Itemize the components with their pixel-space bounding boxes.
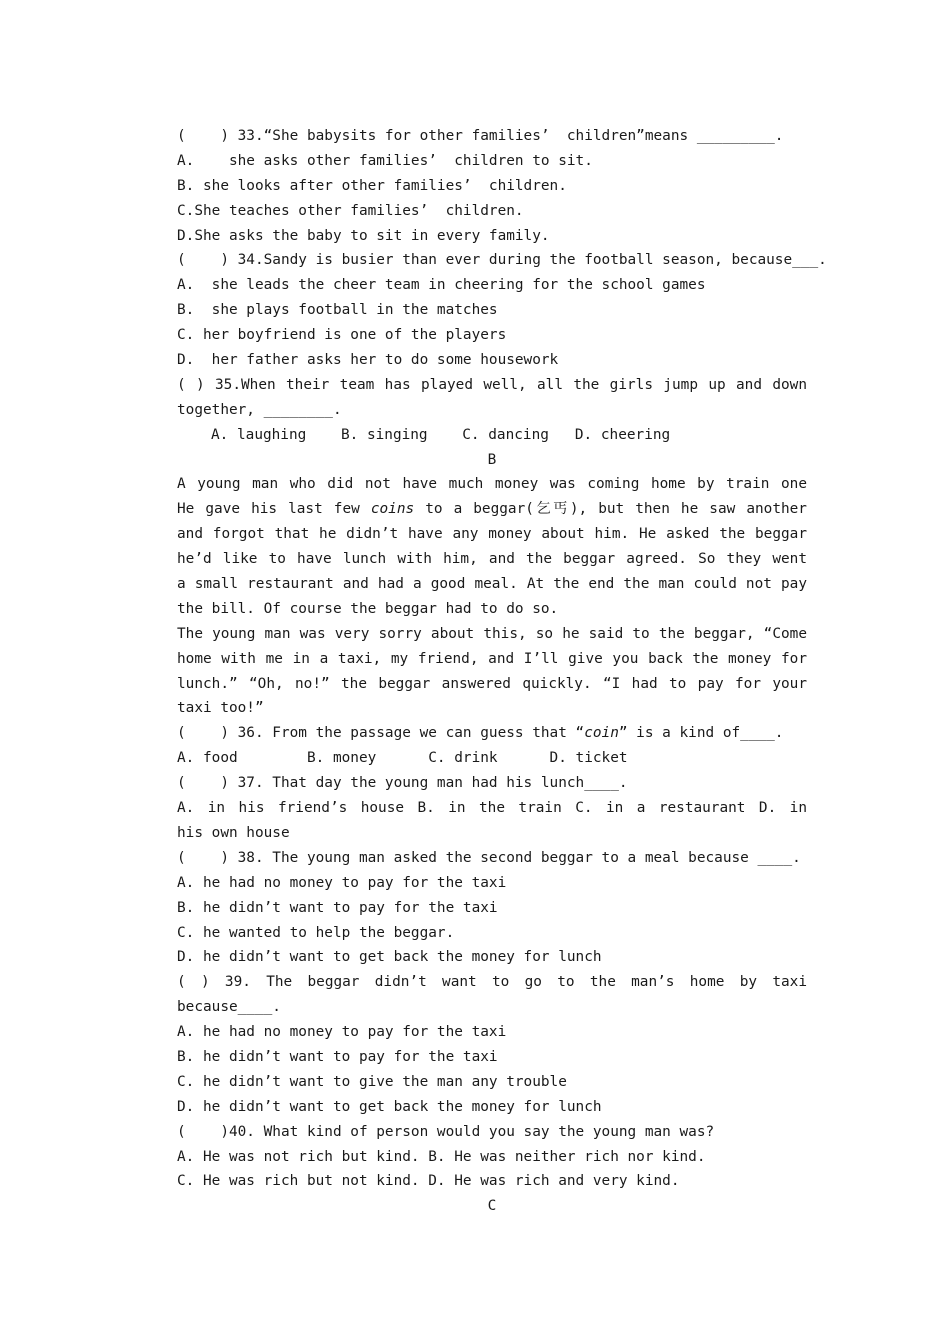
q35-options: A. laughing B. singing C. dancing D. cheering xyxy=(211,426,671,443)
q40-stem: ( )40. What kind of person would you say the young man was? xyxy=(177,1123,715,1140)
q40-options-ab: A. He was not rich but kind. B. He was neither rich nor kind. xyxy=(177,1148,706,1165)
passage-b-line-8: home with me in a taxi, my friend, and I’ll give you back the money for xyxy=(177,650,807,667)
document-page xyxy=(177,124,827,1219)
q39-option-d: D. he didn’t want to get back the money for lunch xyxy=(177,1098,602,1115)
passage-b-line-10: taxi too!” xyxy=(177,700,264,717)
q39-stem-line1: ( ) 39. The beggar didn’t want to go to the man’s home by taxi xyxy=(177,974,807,991)
q34-option-c: C. her boyfriend is one of the players xyxy=(177,327,507,344)
q35-stem-line2: together, ________. xyxy=(177,401,342,418)
passage-b-line-1: A young man who did not have much money was coming home by train one xyxy=(177,476,807,493)
q36-stem-pre: ( ) 36. From the passage we can guess that “ xyxy=(177,725,585,742)
q39-option-b: B. he didn’t want to pay for the taxi xyxy=(177,1048,498,1065)
q37-options-line2: his own house xyxy=(177,824,290,841)
q38-option-b: B. he didn’t want to pay for the taxi xyxy=(177,899,498,916)
q36-stem-post: ” is a kind of____. xyxy=(618,725,784,742)
passage-b-line-2-post: to a beggar(乞丐), but then he saw another xyxy=(425,501,807,518)
passage-b-line-6: the bill. Of course the beggar had to do so. xyxy=(177,600,559,617)
section-b-heading: B xyxy=(487,451,497,468)
section-c-heading: C xyxy=(487,1198,497,1215)
q33-option-c: C.She teaches other families’ children. xyxy=(177,202,524,219)
passage-b-line-3: and forgot that he didn’t have any money about him. He asked the beggar xyxy=(177,526,807,543)
q33-option-b: B. she looks after other families’ children. xyxy=(177,177,567,194)
passage-b-line-4: he’d like to have lunch with him, and the beggar agreed. So they went xyxy=(177,551,807,568)
q34-option-a: A. she leads the cheer team in cheering for the school games xyxy=(177,277,706,294)
coin-word: coin xyxy=(584,725,619,742)
q36-options: A. food B. money C. drink D. ticket xyxy=(177,750,628,767)
q38-option-c: C. he wanted to help the beggar. xyxy=(177,924,455,941)
passage-b-line-5: a small restaurant and had a good meal. At the end the man could not pay xyxy=(177,576,807,593)
q34-option-d: D. her father asks her to do some housework xyxy=(177,352,559,369)
q38-option-d: D. he didn’t want to get back the money for lunch xyxy=(177,949,602,966)
q36-stem xyxy=(177,721,807,746)
q34-stem: ( ) 34.Sandy is busier than ever during the football season, because___. xyxy=(177,252,827,269)
q39-option-a: A. he had no money to pay for the taxi xyxy=(177,1024,507,1041)
q37-stem: ( ) 37. That day the young man had his lunch____. xyxy=(177,775,628,792)
q38-option-a: A. he had no money to pay for the taxi xyxy=(177,874,507,891)
passage-b-line-2 xyxy=(177,497,807,522)
passage-b-line-7: The young man was very sorry about this, so he said to the beggar, “Come xyxy=(177,625,807,642)
q33-stem: ( ) 33.“She babysits for other families’ children”means _________. xyxy=(177,128,784,144)
q35-stem-line1: ( ) 35.When their team has played well, all the girls jump up and down xyxy=(177,376,807,393)
q39-stem-line2: because____. xyxy=(177,999,281,1016)
q40-options-cd: C. He was rich but not kind. D. He was rich and very kind. xyxy=(177,1173,680,1190)
coins-word: coins xyxy=(370,501,415,518)
q39-option-c: C. he didn’t want to give the man any trouble xyxy=(177,1073,567,1090)
passage-b-line-2-pre: He gave his last few xyxy=(177,501,371,518)
q34-option-b: B. she plays football in the matches xyxy=(177,302,498,319)
q33-option-a: A. she asks other families’ children to sit. xyxy=(177,152,593,169)
passage-b-line-9: lunch.” “Oh, no!” the beggar answered quickly. “I had to pay for your xyxy=(177,675,807,692)
q37-options-line1: A. in his friend’s house B. in the train C. in a restaurant D. in xyxy=(177,800,807,817)
q33-option-d: D.She asks the baby to sit in every family. xyxy=(177,227,550,244)
q38-stem: ( ) 38. The young man asked the second beggar to a meal because ____. xyxy=(177,849,801,866)
